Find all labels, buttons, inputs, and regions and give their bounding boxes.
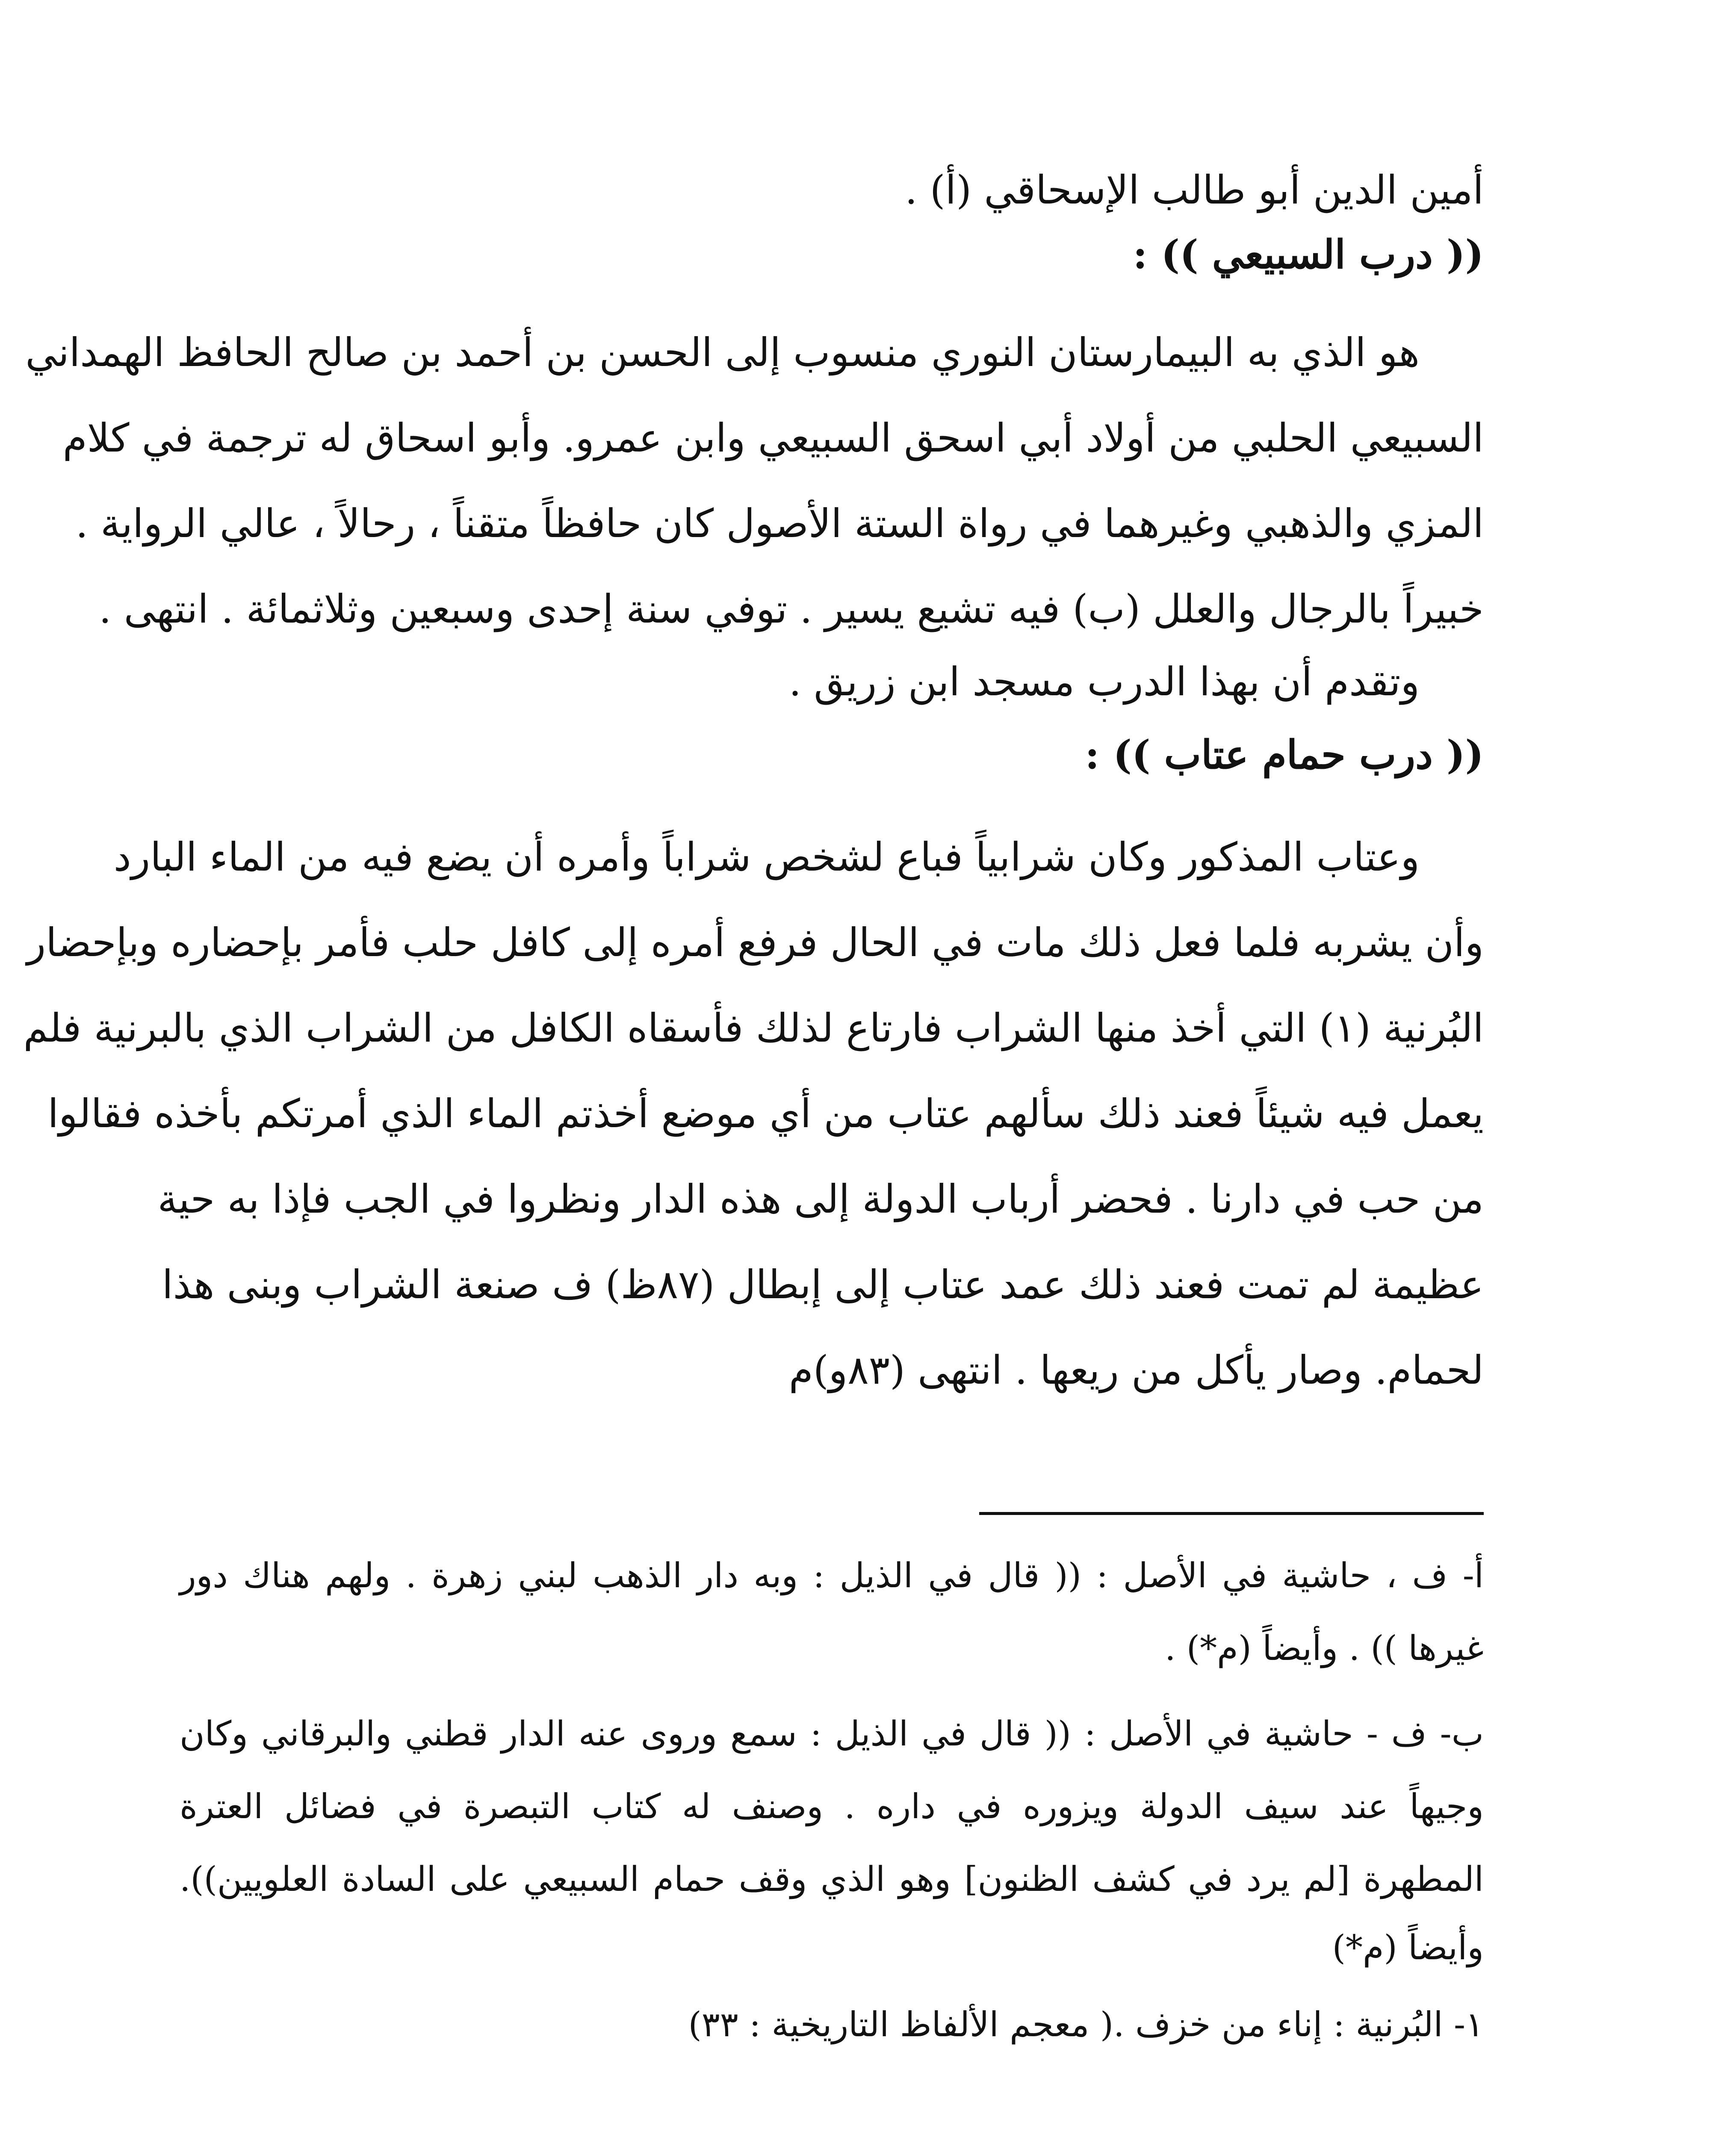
text-line: عظيمة لم تمت فعند ذلك عمد عتاب إلى إبطال (٨٧ظ) ف صنعة الشراب وبنى هذا xyxy=(162,1262,1484,1308)
footnote-line: أ- ف ، حاشية في الأصل : (( قال في الذيل : وبه دار الذهب لبني زهرة . ولهم هناك دور xyxy=(180,1556,1484,1595)
text-line: وعتاب المذكور وكان شرابياً فباع لشخص شراباً وأمره أن يضع فيه من الماء البارد xyxy=(113,834,1420,880)
text-line: المزي والذهبي وغيرهما في رواة الستة الأصول كان حافظاً متقناً ، رحالاً ، عالي الرواية . xyxy=(75,501,1484,546)
footnote-line: وجيهاً عند سيف الدولة ويزوره في داره . وصنف له كتاب التبصرة في فضائل العترة xyxy=(180,1787,1484,1826)
text-line: خبيراً بالرجال والعلل (ب) فيه تشيع يسير . توفي سنة إحدى وسبعين وثلاثمائة . انتهى . xyxy=(99,586,1484,632)
footnote-line: غيرها )) . وأيضاً (م*) . xyxy=(1165,1628,1484,1668)
footnote-line: المطهرة [لم يرد في كشف الظنون] وهو الذي وقف حمام السبيعي على السادة العلويين)). xyxy=(180,1859,1484,1899)
text-line: البُرنية (١) التي أخذ منها الشراب فارتاع لذلك فأسقاه الكافل من الشراب الذي بالبرنية فلم xyxy=(23,1005,1484,1051)
text-line: أمين الدين أبو طالب الإسحاقي (أ) . xyxy=(905,167,1484,213)
text-line: يعمل فيه شيئاً فعند ذلك سألهم عتاب من أي موضع أخذتم الماء الذي أمرتكم بأخذه فقالوا xyxy=(47,1091,1484,1137)
footnote-line: ب- ف - حاشية في الأصل : (( قال في الذيل : سمع وروى عنه الدار قطني والبرقاني وكان xyxy=(180,1714,1484,1754)
section-heading: (( درب السبيعي )) : xyxy=(1133,231,1484,278)
footnote-line: وأيضاً (م*) xyxy=(1332,1928,1484,1967)
text-line: من حب في دارنا . فحضر أرباب الدولة إلى هذه الدار ونظروا في الجب فإذا به حية xyxy=(157,1176,1484,1222)
footnote-divider xyxy=(979,1512,1484,1515)
section-heading: (( درب حمام عتاب )) : xyxy=(1085,732,1484,778)
text-line: السبيعي الحلبي من أولاد أبي اسحق السبيعي وابن عمرو. وأبو اسحاق له ترجمة في كلام xyxy=(62,415,1484,461)
text-line: لحمام. وصار يأكل من ريعها . انتهى (٨٣و)م xyxy=(788,1347,1484,1393)
text-line: هو الذي به البيمارستان النوري منسوب إلى الحسن بن أحمد بن صالح الحافظ الهمداني xyxy=(25,330,1420,375)
footnote-line: ١- البُرنية : إناء من خزف .( معجم الألفاظ التاريخية : ٣٣) xyxy=(688,2005,1484,2044)
text-line: وتقدم أن بهذا الدرب مسجد ابن زريق . xyxy=(788,659,1420,705)
text-line: وأن يشربه فلما فعل ذلك مات في الحال فرفع أمره إلى كافل حلب فأمر بإحضاره وبإحضار xyxy=(27,920,1484,966)
